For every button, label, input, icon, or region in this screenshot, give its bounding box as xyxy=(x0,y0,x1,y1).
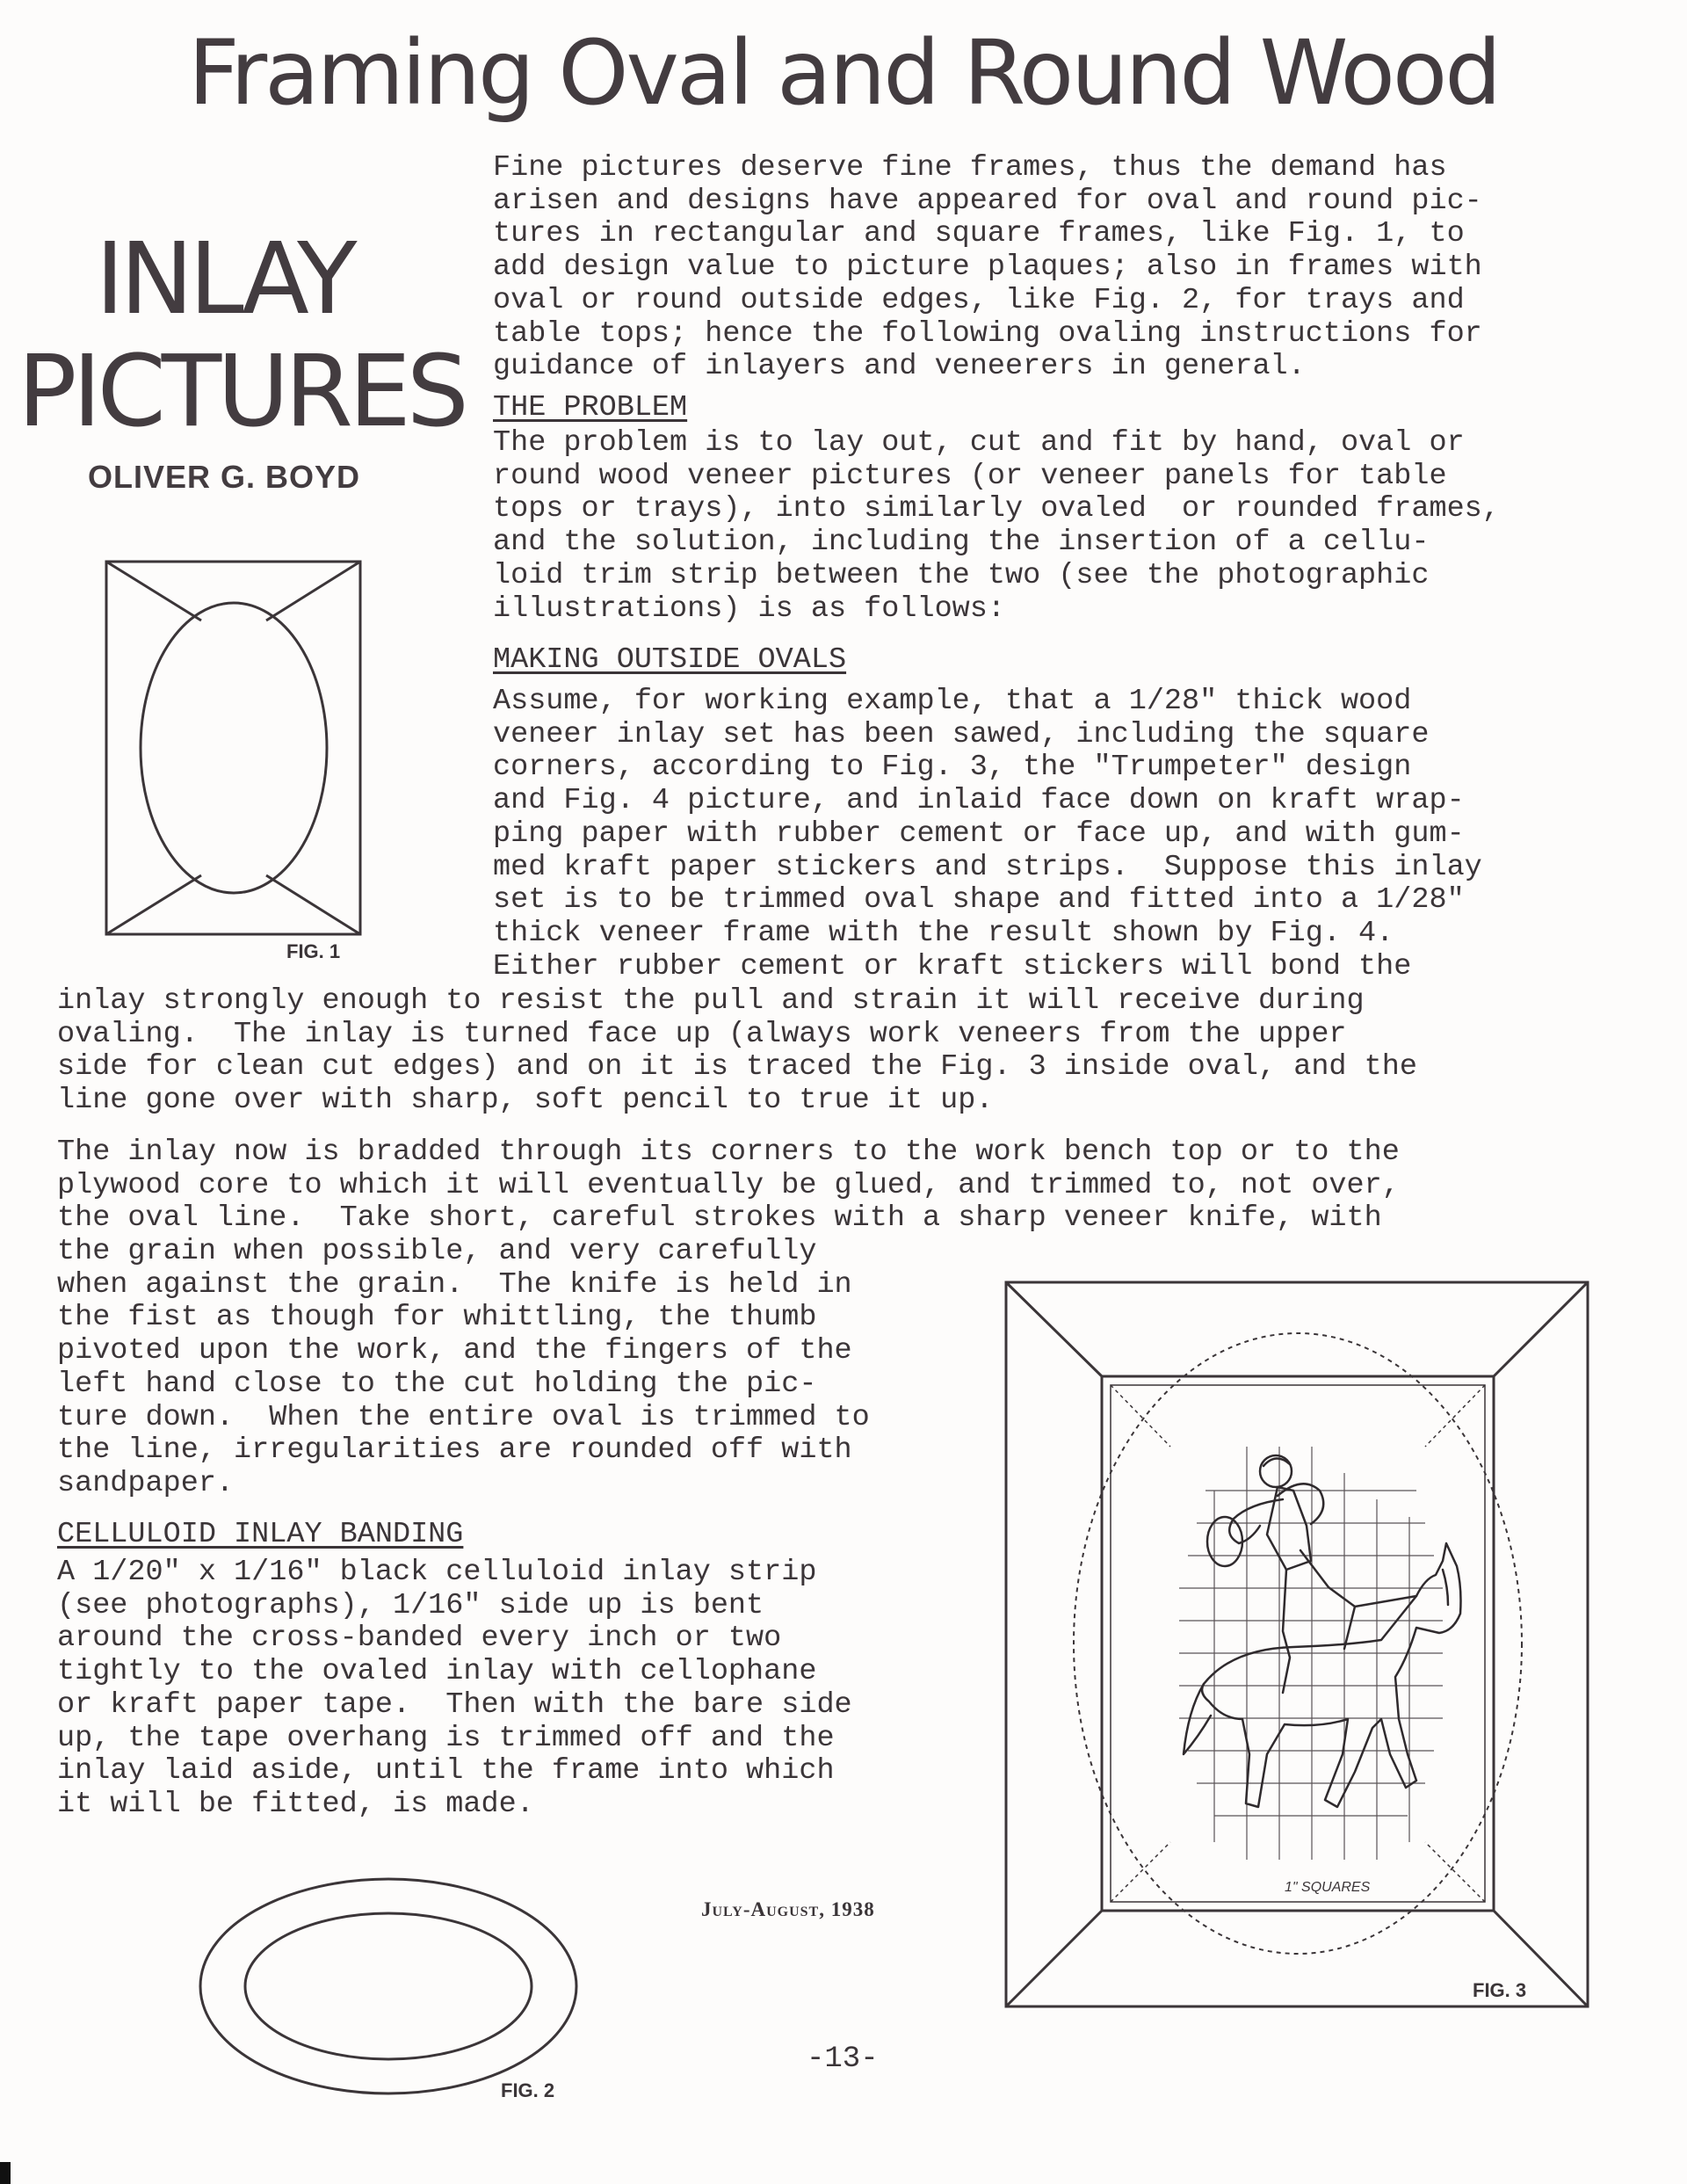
heading-the-problem: THE PROBLEM xyxy=(493,391,688,424)
heading-making-outside-ovals: MAKING OUTSIDE OVALS xyxy=(493,643,847,677)
figure-3-drawing xyxy=(1003,1280,1590,2009)
figure-1-label: FIG. 1 xyxy=(286,940,341,962)
ovals-paragraph-narrow: Assume, for working example, that a 1/28" thick wood veneer inlay set has been sawed, including the square corners, according to Fig. 3, the "Trumpeter" design and Fig. 4 picture, and inlaid face down on kraft wrap- ping paper with rubber cement or face up, and with gum- med kraft paper stickers and strips. Suppose this inlay set is to be trimmed oval shape and fitted into a 1/28" thick veneer frame with the result shown by Fig. 4. Either rubber cement or kraft stickers will bond the xyxy=(493,685,1482,983)
bradded-paragraph-wide: The inlay now is bradded through its corners to the work bench top or to the plywood core to which it will eventually be glued, and trimmed to, not over, the oval line. Take short, careful strokes with a sharp veneer knife, with xyxy=(57,1136,1400,1236)
subtitle-line-2: PICTURES xyxy=(18,335,465,449)
intro-paragraph: Fine pictures deserve fine frames, thus the demand has arisen and designs have appeared for oval and round pic- tures in rectangular and square frames, like Fig. 1, to add design value to picture plaques; also in frames with oval or round outside edges, like Fig. 2, for trays and table tops; hence the following ovaling instructions for guidance of inlayers and veneerers in general. xyxy=(493,151,1482,384)
author-byline: OLIVER G. BOYD xyxy=(87,459,361,495)
issue-date: July-August, 1938 xyxy=(701,1898,875,1920)
figure-2-drawing xyxy=(195,1874,582,2099)
problem-paragraph: The problem is to lay out, cut and fit by hand, oval or round wood veneer pictures (or veneer panels for table tops or trays), into similarly ovaled or rounded frames, and the solution, including the insertion of a cellu- loid trim strip between the two (see the photographic illustrations) is as follows: xyxy=(493,426,1500,626)
banding-paragraph: A 1/20" x 1/16" black celluloid inlay strip (see photographs), 1/16" side up is bent around the cross-banded every inch or two tightly to the ovaled inlay with cellophane or kraft paper tape. Then with the bare side up, the tape overhang is trimmed off and the inlay laid aside, until the frame into which it will be fitted, is made. xyxy=(57,1556,852,1821)
scan-edge-mark xyxy=(0,2162,11,2184)
article-title: Framing Oval and Round Wood xyxy=(187,21,1500,126)
figure-1-drawing xyxy=(104,559,364,937)
subtitle-line-1: INLAY xyxy=(95,222,353,337)
ovals-paragraph-wide: inlay strongly enough to resist the pull and strain it will receive during ovaling. The inlay is turned face up (always work veneers from the upper side for clean cut edges) and on it is traced the Fig. 3 inside oval, and the line gone over with sharp, soft pencil to true it up. xyxy=(57,984,1417,1118)
heading-celluloid-inlay-banding: CELLULOID INLAY BANDING xyxy=(57,1518,464,1551)
bradded-paragraph-narrow: the grain when possible, and very carefully when against the grain. The knife is held in the fist as though for whittling, the thumb pivoted upon the work, and the fingers of the left hand close to the cut holding the pic- ture down. When the entire oval is trimmed to the line, irregularities are rounded off with sandpaper. xyxy=(57,1235,870,1500)
figure-3-label: FIG. 3 xyxy=(1473,1979,1527,2001)
page-number: -13- xyxy=(807,2043,879,2076)
figure-3-squares-note: 1" SQUARES xyxy=(1285,1880,1371,1895)
figure-2-label: FIG. 2 xyxy=(501,2079,555,2101)
